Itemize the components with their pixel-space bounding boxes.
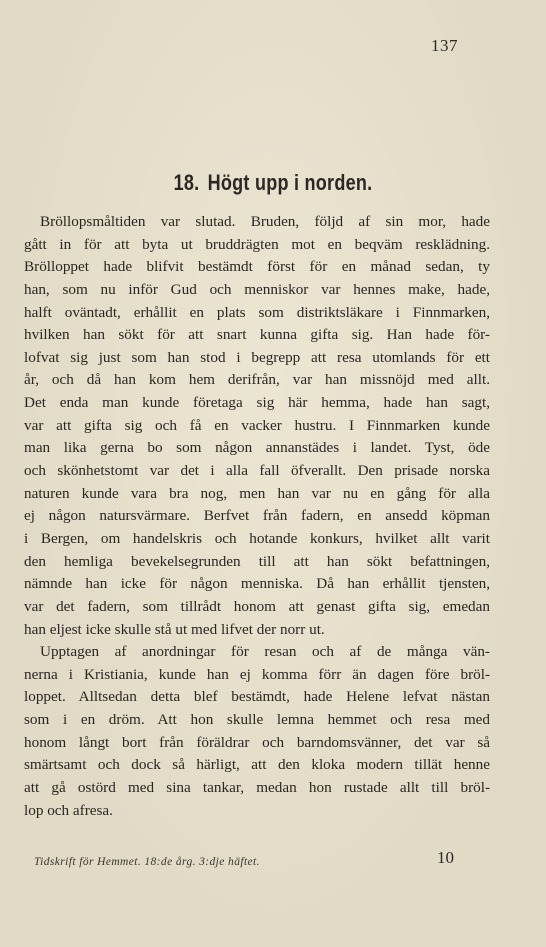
- text-line: den hemliga bevekelsegrunden till att han sökt befattningen,: [24, 552, 490, 570]
- text-line: man lika gerna bo som någon annanstädes i landet. Tyst, öde: [24, 439, 490, 457]
- text-line: som i en dröm. Att hon skulle lemna hemmet och resa med: [24, 711, 490, 729]
- text-line: nerna i Kristiania, kunde han ej komma förr än dagen före bröl-: [24, 665, 490, 683]
- text-line: Bröllopsmåltiden var slutad. Bruden, följd af sin mor, hade: [40, 213, 490, 230]
- text-line: nämnde han icke för någon menniska. Då han erhållit tjensten,: [24, 575, 490, 593]
- text-line: honom långt bort från föräldrar och barndomsvänner, det var så: [24, 733, 490, 751]
- text-line: Upptagen af anordningar för resan och af de många vän-: [40, 643, 490, 661]
- page-footer: [34, 848, 464, 870]
- text-line: gått in för att byta ut bruddrägten mot en beqväm resklädning.: [24, 235, 490, 253]
- text-line: han eljest icke skulle stå ut med lifvet der norr ut.: [24, 620, 325, 638]
- text-line: naturen kunde vara bra nog, men han var nu en gång för alla: [24, 484, 490, 502]
- text-line: smärtsamt och dock så härligt, att den kloka modern tillät henne: [24, 756, 490, 774]
- text-line: var att gifta sig och få en vacker hustru. I Finnmarken kunde: [24, 416, 490, 434]
- footer-signature-mark: 10: [437, 848, 454, 867]
- text-line: halft oväntadt, erhållit en plats som distriktsläkare i Finnmarken,: [24, 303, 490, 321]
- text-line: var det fadern, som tillrådt honom att genast gifta sig, emedan: [24, 597, 490, 615]
- text-line: att gå ostörd med sina tankar, medan hon rustade allt till bröl-: [24, 779, 490, 797]
- body-text: [24, 211, 490, 822]
- text-line: och skönhetstomt var det i alla fall öfverallt. Den prisade norska: [24, 462, 490, 480]
- text-line: ej någon natursvärmare. Berfvet från fadern, en ansedd köpman: [24, 507, 490, 525]
- text-line: lofvat sig just som han stod i begrepp att resa utomlands för ett: [24, 348, 490, 366]
- footer-journal-reference: Tidskrift för Hemmet. 18:de årg. 3:dje häftet.: [34, 856, 260, 868]
- chapter-heading: [49, 170, 497, 196]
- text-line: hvilken han sökt för att snart kunna gifta sig. Han hade för-: [24, 326, 490, 344]
- text-line: Det enda man kunde företaga sig här hemma, hade han sagt,: [24, 394, 490, 412]
- text-line: han, som nu inför Gud och menniskor var hennes make, hade,: [24, 280, 490, 298]
- text-line: lop och afresa.: [24, 801, 113, 819]
- chapter-number: 18.: [173, 170, 200, 195]
- text-line: år, och då han kom hem derifrån, var han missnöjd med allt.: [24, 371, 490, 389]
- text-line: i Bergen, om handelskris och hotande konkurs, hvilket allt varit: [24, 529, 490, 547]
- text-line: loppet. Alltsedan detta blef bestämdt, hade Helene lefvat nästan: [24, 688, 490, 706]
- page-number: 137: [431, 36, 458, 55]
- chapter-title: Högt upp i norden.: [207, 170, 373, 195]
- text-line: Brölloppet hade blifvit bestämdt först för en månad sedan, ty: [24, 258, 490, 276]
